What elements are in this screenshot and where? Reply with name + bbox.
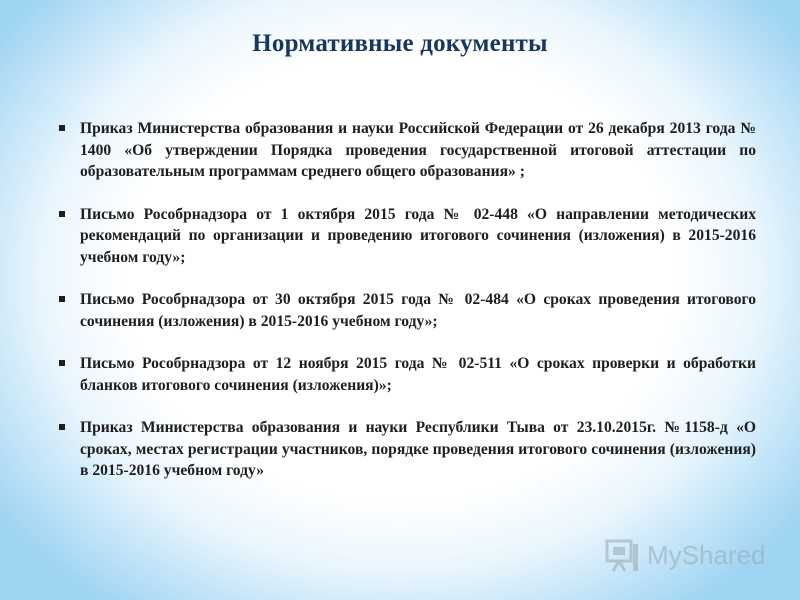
list-item (80, 204, 756, 269)
list-item (80, 417, 756, 482)
document-text: Письмо Рособрнадзора от 12 ноября 2015 года № 02-511 «О сроках проверки и обработки бланков итогового сочинения (изложения)»; (80, 355, 756, 394)
square-bullet-icon (59, 424, 65, 430)
list-item (80, 118, 756, 183)
document-text: Письмо Рособрнадзора от 30 октября 2015 года № 02-484 «О сроках проведения итогового сочинения (изложения) в 2015-2016 учебном году»; (80, 291, 756, 330)
list-item (80, 289, 756, 332)
document-text: Приказ Министерства образования и науки Российской Федерации от 26 декабря 2013 года № 1400 «Об утверждении Порядка проведения государственной итоговой аттестации по образовательным программам среднего общего образования» ; (80, 120, 756, 180)
myshared-watermark (605, 536, 775, 576)
square-bullet-icon (59, 360, 65, 366)
page-title: Нормативные документы (252, 30, 548, 57)
document-text: Письмо Рособрнадзора от 1 октября 2015 года № 02-448 «О направлении методических рекомендаций по организации и проведению итогового сочинения (изложения) в 2015-2016 учебном году»; (80, 205, 756, 266)
list-item (80, 353, 756, 396)
document-list (80, 118, 756, 503)
square-bullet-icon (59, 296, 65, 302)
document-text: Приказ Министерства образования и науки Республики Тыва от 23.10.2015г. №1158-д «О сроках, местах регистрации участников, порядке проведения итогового сочинения (изложения) в 2015-2016 учебном году» (80, 419, 756, 479)
square-bullet-icon (59, 211, 65, 217)
square-bullet-icon (59, 125, 65, 131)
presentation-board-icon (605, 536, 641, 574)
watermark-text: MyShared (647, 540, 766, 570)
